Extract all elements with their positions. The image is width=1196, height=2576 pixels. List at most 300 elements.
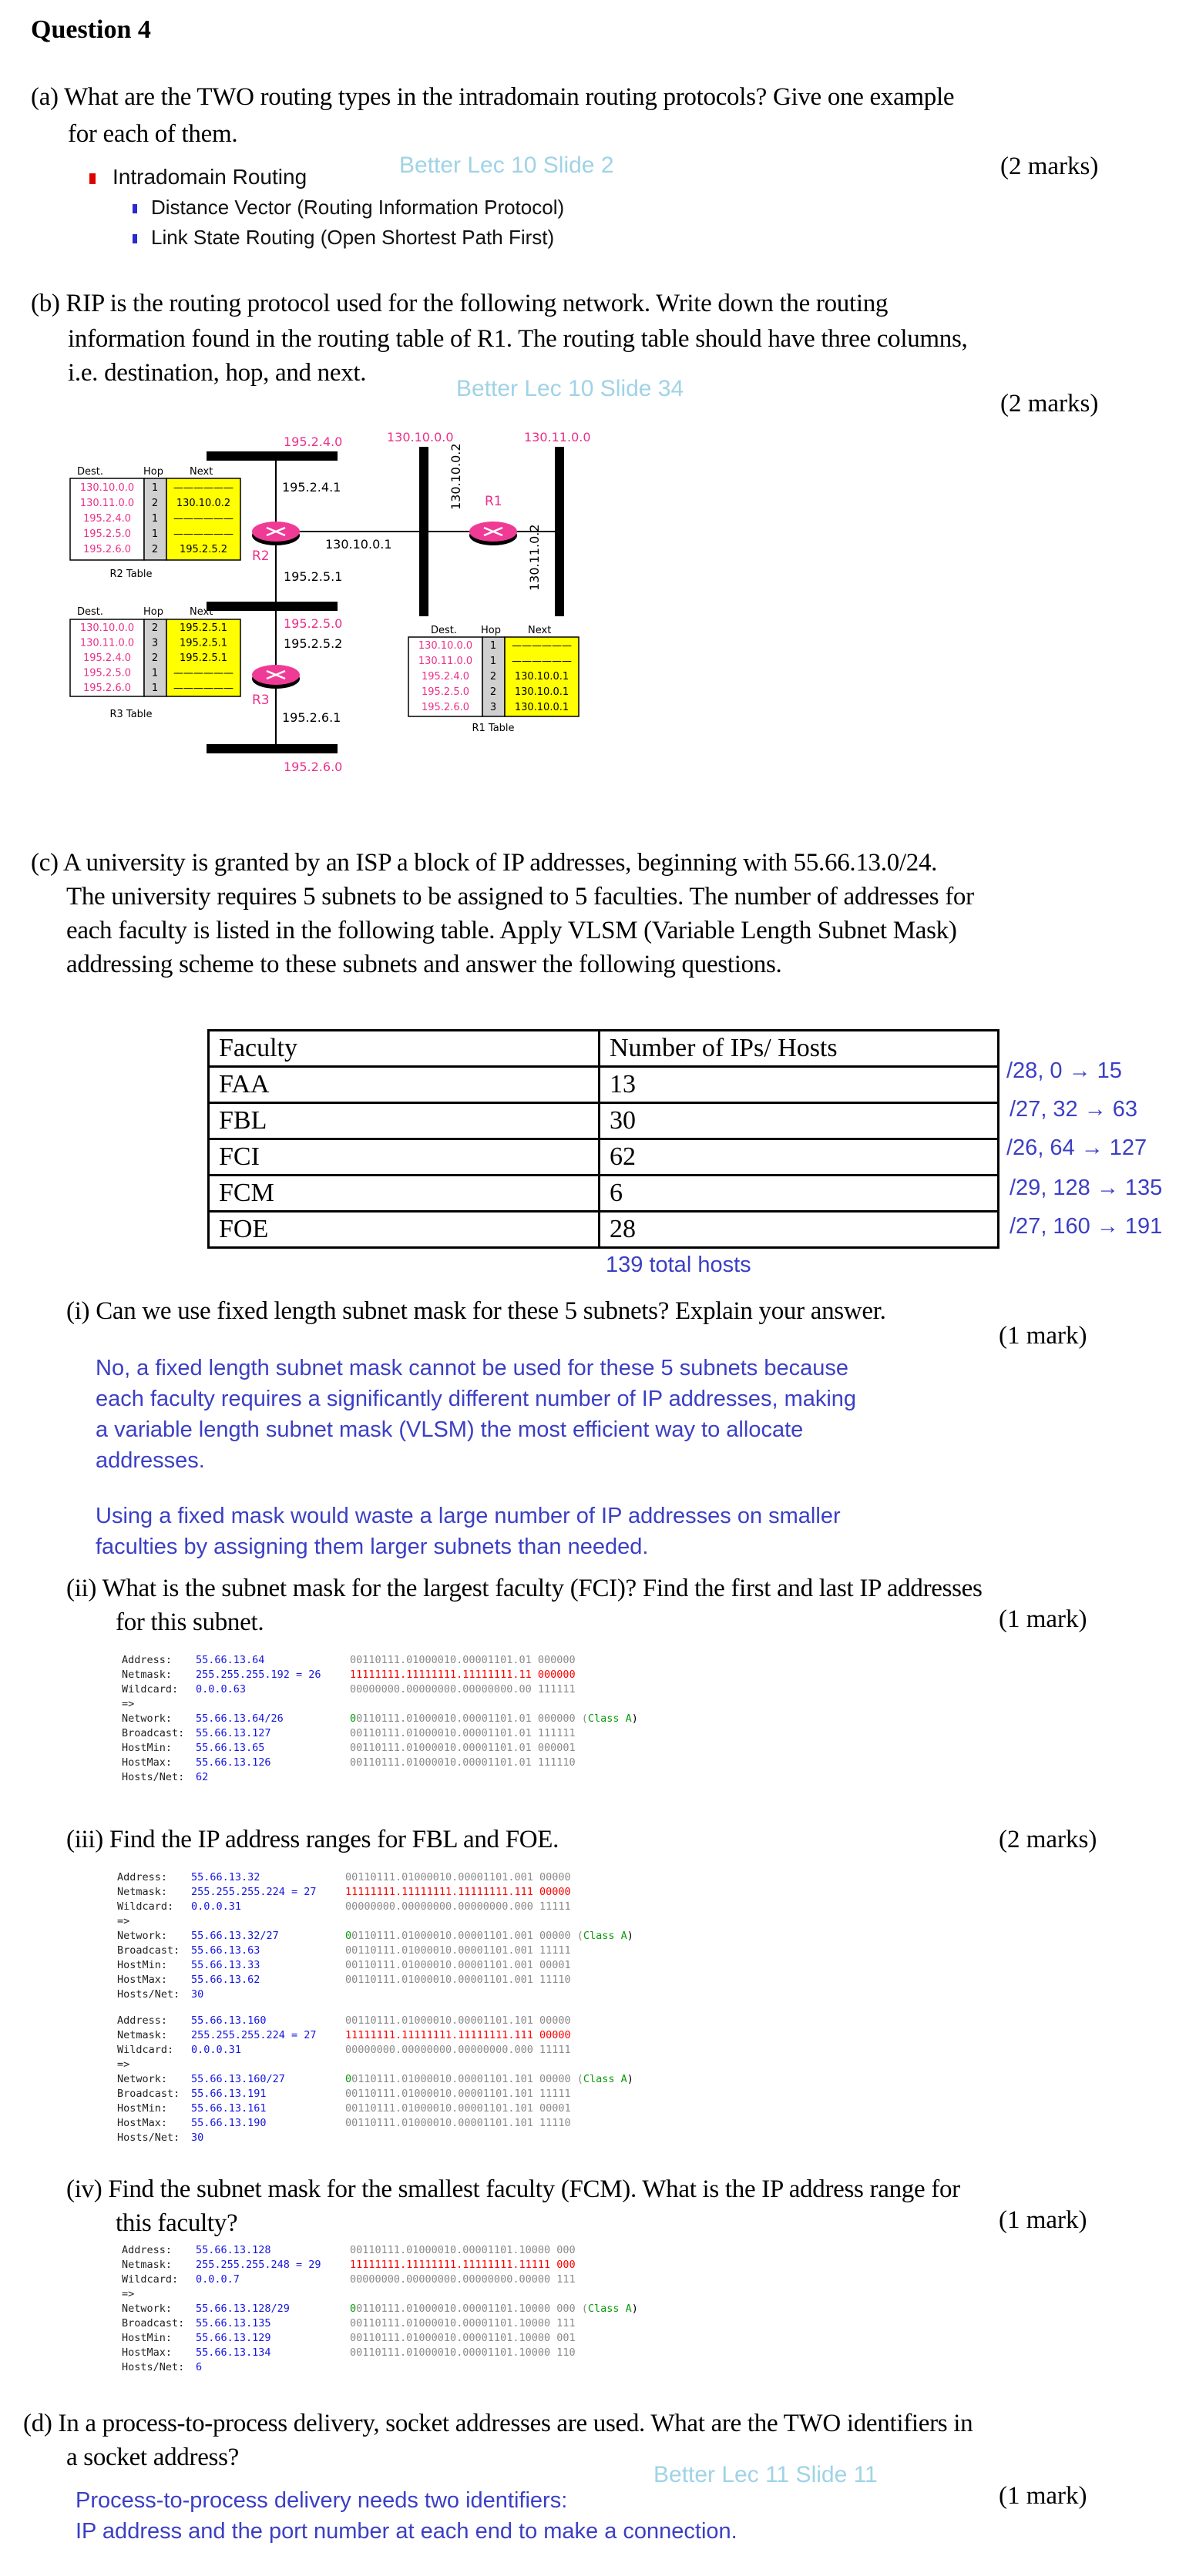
answer-heading [89, 165, 307, 190]
calc-class-bit: 0 [350, 1712, 357, 1725]
sub-iv-question-line1: (iv) Find the subnet mask for the smallest faculty (FCM). What is the IP address range for [66, 2175, 960, 2203]
sub-iii-question: (iii) Find the IP address ranges for FBL and FOE. [66, 1826, 559, 1853]
calc-value: 55.66.13.32/27 [191, 1930, 279, 1942]
calc-label: Address: [117, 1871, 168, 1883]
calc-value: 55.66.13.64 [196, 1654, 265, 1666]
table-row [209, 1139, 999, 1176]
part-b-question-line1: (b) RIP is the routing protocol used for the following network. Write down the routing [31, 290, 889, 317]
cell-faculty: FCM [209, 1176, 600, 1212]
cell-next: 195.2.5.1 [179, 622, 228, 634]
cell-hop: 1 [151, 528, 159, 540]
calc-binary: 00110111.01000010.00001101.101 00000 [345, 2014, 571, 2027]
cell-next: —————— [173, 528, 233, 540]
calc-value: 255.255.255.192 = 26 [196, 1669, 321, 1681]
calc-label: Address: [117, 2014, 168, 2027]
router-r3 [252, 665, 300, 689]
calc-binary: 00000000.00000000.00000000.00000 111 [350, 2273, 576, 2286]
calc-binary: 00110111.01000010.00001101.10000 000 [350, 2244, 576, 2256]
answer-line: Process-to-process delivery needs two identifiers: [76, 2488, 568, 2513]
routing-table-row [80, 482, 233, 494]
col-header: Next [190, 606, 213, 618]
col-header: Next [190, 466, 213, 478]
calc-arrow-text: => [117, 2058, 130, 2071]
calc-line-broadcast [117, 1944, 633, 1958]
calc-line-broadcast [122, 2316, 638, 2331]
calc-arrow [122, 1697, 638, 1712]
cell-hop: 2 [489, 686, 497, 698]
subnet-note: /29, 128 → 135 [1010, 1176, 1163, 1200]
calc-line-network [117, 1929, 633, 1944]
calc-binary: 0110111.01000010.00001101.101 00000 ( [351, 2073, 583, 2085]
table-row [209, 1176, 999, 1212]
calc-value: 0.0.0.31 [191, 1900, 242, 1913]
cell-hop: 3 [489, 702, 497, 713]
calc-label: HostMin: [117, 1959, 168, 1971]
cell-next: —————— [173, 513, 233, 525]
calc-value: 55.66.13.65 [196, 1742, 265, 1754]
cell-dest: 130.11.0.0 [79, 498, 135, 509]
calc-binary: 00110111.01000010.00001101.01 111111 [350, 1727, 576, 1739]
cell-hop: 2 [151, 622, 159, 634]
calc-binary: 00000000.00000000.00000000.000 11111 [345, 1900, 571, 1913]
calc-label: HostMin: [122, 2332, 173, 2344]
sub-i-marks: (1 mark) [999, 1322, 1087, 1350]
calc-class-bit: 0 [345, 1930, 352, 1942]
cell-dest: 195.2.4.0 [82, 652, 132, 664]
calc-value: 55.66.13.160/27 [191, 2073, 285, 2085]
calc-binary: 0110111.01000010.00001101.10000 000 ( [356, 2303, 588, 2315]
part-b-question-line2: information found in the routing table of R1. The routing table should have three columns, [68, 325, 968, 353]
net-label: 130.10.0.0 [387, 430, 454, 444]
table-header-row [209, 1031, 999, 1067]
calc-line-hosts [117, 2131, 633, 2145]
calc-label: Hosts/Net: [122, 2361, 185, 2373]
r1-routing-table [408, 625, 579, 734]
answer-line: each faculty requires a significantly different number of IP addresses, making [96, 1387, 857, 1411]
col-header: Dest. [77, 606, 104, 618]
cell-dest: 195.2.5.0 [421, 686, 470, 698]
cell-hop: 1 [151, 683, 159, 694]
r2-label: R2 [252, 548, 270, 564]
calc-line-hostmin [117, 2101, 633, 2116]
calc-value: 55.66.13.33 [191, 1959, 260, 1971]
routing-table-row [422, 702, 569, 713]
iface-label: 130.10.0.1 [325, 537, 392, 552]
calc-paren: ) [627, 2073, 633, 2085]
calc-label: HostMin: [117, 2102, 168, 2115]
routing-table-row [83, 544, 227, 555]
calc-value: 55.66.13.161 [191, 2102, 267, 2115]
calc-binary: 00000000.00000000.00000000.000 11111 [345, 2044, 571, 2056]
calc-binary: 00000000.00000000.00000000.00 111111 [350, 1683, 576, 1696]
cell-dest: 195.2.6.0 [82, 683, 132, 694]
part-b-marks: (2 marks) [1000, 390, 1099, 418]
cell-hop: 1 [151, 667, 159, 679]
calc-binary: 00110111.01000010.00001101.10000 001 [350, 2332, 576, 2344]
calc-class: Class A [587, 1712, 632, 1725]
calc-arrow [122, 2287, 638, 2302]
red-bullet-icon [89, 173, 96, 184]
cell-dest: 130.10.0.0 [79, 622, 135, 634]
calc-value: 55.66.13.62 [191, 1974, 260, 1986]
calc-label: Hosts/Net: [117, 1988, 180, 2001]
cell-next: —————— [173, 482, 233, 494]
cell-dest: 195.2.4.0 [82, 513, 132, 525]
calc-binary: 00110111.01000010.00001101.001 11111 [345, 1944, 571, 1957]
calc-binary: 00110111.01000010.00001101.01 111110 [350, 1756, 576, 1769]
calc-label: Network: [122, 2303, 173, 2315]
calc-line-netmask [117, 2028, 633, 2043]
calc-value: 62 [196, 1771, 209, 1783]
router-r1 [469, 522, 517, 545]
calc-binary: 00110111.01000010.00001101.101 00001 [345, 2102, 571, 2115]
cell-hop: 1 [151, 482, 159, 494]
cell-hop: 1 [151, 513, 159, 525]
cell-hosts: 28 [600, 1212, 999, 1248]
calc-value: 55.66.13.63 [191, 1944, 260, 1957]
calc-paren: ) [631, 1712, 638, 1725]
bus-195-2-4-0 [207, 451, 338, 461]
cell-dest: 130.11.0.0 [418, 656, 473, 667]
calc-line-hostmax [122, 1756, 638, 1770]
part-b-hint: Better Lec 10 Slide 34 [456, 376, 684, 401]
cell-dest: 130.10.0.0 [418, 640, 473, 652]
answer-line: faculties by assigning them larger subnets than needed. [96, 1535, 649, 1559]
calc-binary: 11111111.11111111.11111111.111 00000 [345, 1886, 571, 1898]
bus-195-2-6-0 [207, 744, 338, 753]
answer-line: No, a fixed length subnet mask cannot be used for these 5 subnets because [96, 1356, 848, 1380]
calc-value: 55.66.13.191 [191, 2088, 267, 2100]
calc-binary: 00110111.01000010.00001101.01 000001 [350, 1742, 576, 1754]
calc-label: Broadcast: [117, 1944, 180, 1957]
sub-i-question: (i) Can we use fixed length subnet mask for these 5 subnets? Explain your answer. [66, 1297, 886, 1325]
cell-hosts: 30 [600, 1103, 999, 1139]
cell-hosts: 62 [600, 1139, 999, 1176]
calc-label: Netmask: [122, 2259, 173, 2271]
routing-table-row [80, 638, 227, 649]
calc-label: Wildcard: [117, 2044, 174, 2056]
calc-value: 0.0.0.7 [196, 2273, 240, 2286]
cell-dest: 195.2.5.0 [82, 528, 132, 540]
sub-ii-question-line2: for this subnet. [116, 1608, 264, 1636]
calc-label: HostMax: [117, 2117, 168, 2129]
calc-binary: 00110111.01000010.00001101.101 11110 [345, 2117, 571, 2129]
calc-label: Netmask: [122, 1669, 173, 1681]
calc-binary: 00110111.01000010.00001101.01 000000 [350, 1654, 576, 1666]
net-label: 195.2.5.0 [284, 616, 343, 631]
iface-label: 195.2.4.1 [282, 480, 341, 495]
sub-ii-question-line1: (ii) What is the subnet mask for the largest faculty (FCI)? Find the first and last IP addresses [66, 1575, 983, 1602]
subnet-note: /27, 32 → 63 [1010, 1097, 1138, 1122]
cell-dest: 195.2.5.0 [82, 667, 132, 679]
r2-routing-table [70, 466, 240, 580]
cell-next: —————— [173, 667, 233, 679]
col-header: Next [528, 625, 552, 636]
ipcalc-output-foe [117, 2014, 633, 2145]
cell-next: —————— [512, 656, 572, 667]
calc-line-address [122, 2243, 638, 2258]
cell-hop: 2 [151, 498, 159, 509]
ipcalc-output-fci [122, 1653, 638, 1785]
calc-value: 255.255.255.224 = 27 [191, 1886, 317, 1898]
calc-value: 55.66.13.64/26 [196, 1712, 284, 1725]
cell-next: 195.2.5.2 [179, 544, 228, 555]
ipcalc-output-fbl [117, 1870, 633, 2002]
calc-line-broadcast [117, 2087, 633, 2101]
calc-line-address [117, 2014, 633, 2028]
calc-value: 55.66.13.134 [196, 2346, 271, 2359]
calc-label: Netmask: [117, 2029, 168, 2041]
calc-line-hostmin [122, 2331, 638, 2346]
calc-class-bit: 0 [345, 2073, 352, 2085]
cell-hop: 1 [489, 656, 497, 667]
bus-130-11-0-0 [555, 447, 564, 616]
calc-line-wildcard [117, 1900, 633, 1914]
calc-binary: 00110111.01000010.00001101.001 00000 [345, 1871, 571, 1883]
answer-heading-text: Intradomain Routing [113, 165, 307, 189]
calc-arrow [117, 2058, 633, 2072]
part-d-question-line2: a socket address? [66, 2444, 239, 2471]
cell-dest: 130.10.0.0 [79, 482, 135, 494]
routing-table-row [80, 622, 227, 634]
calc-binary: 00110111.01000010.00001101.001 00001 [345, 1959, 571, 1971]
calc-line-address [122, 1653, 638, 1668]
cell-dest: 130.11.0.0 [79, 637, 135, 649]
calc-value: 55.66.13.129 [196, 2332, 271, 2344]
calc-label: Broadcast: [122, 2317, 185, 2329]
calc-label: Wildcard: [117, 1900, 174, 1913]
routing-table-row [80, 498, 230, 509]
calc-line-hostmin [122, 1741, 638, 1756]
calc-value: 0.0.0.31 [191, 2044, 242, 2056]
r1-label: R1 [485, 494, 502, 509]
calc-line-hosts [122, 1770, 638, 1785]
answer-line: addresses. [96, 1448, 205, 1473]
calc-label: Address: [122, 1654, 173, 1666]
calc-paren: ) [627, 1930, 633, 1942]
subnet-note: /28, 0 → 15 [1006, 1058, 1122, 1083]
calc-arrow-text: => [122, 2288, 135, 2300]
answer-item-text: Distance Vector (Routing Information Protocol) [151, 196, 565, 219]
calc-value: 55.66.13.128/29 [196, 2303, 290, 2315]
part-c-question-line2: The university requires 5 subnets to be assigned to 5 faculties. The number of addresses for [66, 883, 974, 911]
calc-label: Hosts/Net: [122, 1771, 185, 1783]
calc-value: 55.66.13.126 [196, 1756, 271, 1769]
answer-item [133, 196, 564, 220]
part-d-marks: (1 mark) [999, 2482, 1087, 2510]
calc-paren: ) [631, 2303, 638, 2315]
routing-table-row [422, 686, 569, 698]
answer-line: a variable length subnet mask (VLSM) the most efficient way to allocate [96, 1417, 804, 1442]
header-faculty: Faculty [209, 1031, 600, 1067]
table-caption: R3 Table [109, 709, 153, 720]
sub-i-answer-p2 [96, 1501, 841, 1562]
calc-label: Hosts/Net: [117, 2132, 180, 2144]
part-d-hint: Better Lec 11 Slide 11 [653, 2462, 878, 2487]
cell-hosts: 13 [600, 1067, 999, 1103]
sub-iv-question-line2: this faculty? [116, 2209, 238, 2237]
cell-next: 130.10.0.2 [176, 498, 231, 509]
iface-label: 195.2.5.2 [284, 636, 343, 651]
routing-table-row [422, 671, 569, 683]
iface-label: 130.11.0.2 [527, 524, 542, 591]
cell-hop: 2 [151, 544, 159, 555]
calc-value: 55.66.13.160 [191, 2014, 267, 2027]
net-label: 130.11.0.0 [524, 430, 591, 444]
calc-label: Wildcard: [122, 2273, 179, 2286]
cell-next: 130.10.0.1 [514, 686, 569, 698]
calc-line-network [122, 2302, 638, 2316]
col-header: Hop [143, 466, 163, 478]
calc-line-hostmin [117, 1958, 633, 1973]
cell-hop: 3 [151, 637, 159, 649]
iface-label: 130.10.0.2 [448, 443, 463, 510]
calc-value: 30 [191, 2132, 204, 2144]
calc-arrow-text: => [117, 1915, 130, 1927]
col-header: Hop [143, 606, 163, 618]
calc-value: 55.66.13.32 [191, 1871, 260, 1883]
calc-line-address [117, 1870, 633, 1885]
calc-line-netmask [117, 1885, 633, 1900]
calc-value: 30 [191, 1988, 204, 2001]
calc-binary: 0110111.01000010.00001101.01 000000 ( [356, 1712, 588, 1725]
calc-value: 55.66.13.135 [196, 2317, 271, 2329]
calc-label: Broadcast: [122, 1727, 185, 1739]
calc-binary: 00110111.01000010.00001101.001 11110 [345, 1974, 571, 1986]
calc-label: Broadcast: [117, 2088, 180, 2100]
calc-label: HostMax: [122, 1756, 173, 1769]
calc-line-hostmax [117, 2116, 633, 2131]
faculty-table [207, 1029, 999, 1249]
table-row [209, 1067, 999, 1103]
table-row [209, 1103, 999, 1139]
total-hosts-note: 139 total hosts [606, 1253, 751, 1277]
routing-table-row [418, 640, 572, 652]
calc-arrow [117, 1914, 633, 1929]
calc-class: Class A [583, 2073, 627, 2085]
router-r2 [252, 522, 300, 545]
calc-line-broadcast [122, 1726, 638, 1741]
sub-ii-marks: (1 mark) [999, 1605, 1087, 1633]
col-header: Hop [481, 625, 501, 636]
cell-faculty: FAA [209, 1067, 600, 1103]
part-c-question-line1: (c) A university is granted by an ISP a block of IP addresses, beginning with 55.66.13.0/24. [31, 849, 938, 877]
calc-binary: 11111111.11111111.11111111.11 000000 [350, 1669, 576, 1681]
part-d-answer [76, 2485, 737, 2547]
subnet-note: /26, 64 → 127 [1006, 1135, 1147, 1160]
calc-line-hosts [117, 1987, 633, 2002]
calc-label: Network: [117, 2073, 168, 2085]
cell-next: 130.10.0.1 [514, 702, 569, 713]
calc-line-netmask [122, 2258, 638, 2272]
part-a-hint: Better Lec 10 Slide 2 [399, 153, 614, 178]
calc-label: Address: [122, 2244, 173, 2256]
calc-line-wildcard [117, 2043, 633, 2058]
routing-table-row [83, 652, 227, 664]
calc-label: HostMax: [122, 2346, 173, 2359]
net-label: 195.2.6.0 [284, 760, 343, 774]
calc-label: HostMax: [117, 1974, 168, 1986]
part-c-question-line4: addressing scheme to these subnets and answer the following questions. [66, 951, 782, 978]
answer-line: IP address and the port number at each end to make a connection. [76, 2519, 737, 2544]
net-label: 195.2.4.0 [284, 434, 343, 449]
answer-item [133, 226, 554, 250]
calc-line-network [117, 2072, 633, 2087]
calc-binary: 0110111.01000010.00001101.001 00000 ( [351, 1930, 583, 1942]
table-caption: R1 Table [472, 723, 515, 734]
calc-line-wildcard [122, 2272, 638, 2287]
network-diagram [0, 416, 632, 801]
cell-hop: 2 [489, 671, 497, 683]
blue-bullet-icon [133, 204, 137, 213]
part-c-question-line3: each faculty is listed in the following table. Apply VLSM (Variable Length Subnet Mask) [66, 917, 957, 944]
calc-line-hosts [122, 2360, 638, 2375]
calc-line-hostmax [117, 1973, 633, 1987]
header-hosts: Number of IPs/ Hosts [600, 1031, 999, 1067]
calc-label: Wildcard: [122, 1683, 179, 1696]
answer-item-text: Link State Routing (Open Shortest Path First) [151, 226, 555, 249]
table-caption: R2 Table [109, 569, 153, 580]
blue-bullet-icon [133, 234, 137, 243]
calc-binary: 11111111.11111111.11111111.111 00000 [345, 2029, 571, 2041]
question-title: Question 4 [31, 15, 151, 44]
answer-line: Using a fixed mask would waste a large number of IP addresses on smaller [96, 1504, 841, 1528]
subnet-note: /27, 160 → 191 [1010, 1214, 1163, 1239]
r3-routing-table [70, 606, 240, 720]
part-b-question-line3: i.e. destination, hop, and next. [68, 359, 367, 387]
cell-dest: 195.2.4.0 [421, 671, 470, 683]
cell-hop: 1 [489, 640, 497, 652]
cell-next: 130.10.0.1 [514, 671, 569, 683]
calc-value: 255.255.255.248 = 29 [196, 2259, 321, 2271]
cell-next: —————— [173, 683, 233, 694]
calc-line-hostmax [122, 2346, 638, 2360]
cell-hosts: 6 [600, 1176, 999, 1212]
calc-value: 255.255.255.224 = 27 [191, 2029, 317, 2041]
bus-195-2-5-0 [207, 602, 338, 611]
part-a-question-line1: (a) What are the TWO routing types in the intradomain routing protocols? Give one example [31, 83, 955, 111]
calc-binary: 00110111.01000010.00001101.10000 110 [350, 2346, 576, 2359]
calc-value: 6 [196, 2361, 203, 2373]
table-row [209, 1212, 999, 1248]
sub-iv-marks: (1 mark) [999, 2206, 1087, 2234]
cell-faculty: FCI [209, 1139, 600, 1176]
cell-hop: 2 [151, 652, 159, 664]
calc-binary: 00110111.01000010.00001101.10000 111 [350, 2317, 576, 2329]
iface-label: 195.2.6.1 [282, 710, 341, 725]
calc-class-bit: 0 [350, 2303, 357, 2315]
cell-next: 195.2.5.1 [179, 637, 228, 649]
calc-binary: 11111111.11111111.11111111.11111 000 [350, 2259, 576, 2271]
calc-arrow-text: => [122, 1698, 135, 1710]
calc-label: Netmask: [117, 1886, 168, 1898]
calc-label: Network: [117, 1930, 168, 1942]
calc-line-network [122, 1712, 638, 1726]
r3-label: R3 [252, 693, 270, 708]
part-d-question-line1: (d) In a process-to-process delivery, socket addresses are used. What are the TWO identifiers in [23, 2410, 973, 2437]
ipcalc-output-fcm [122, 2243, 638, 2375]
cell-dest: 195.2.6.0 [82, 544, 132, 555]
calc-label: Network: [122, 1712, 173, 1725]
calc-line-wildcard [122, 1682, 638, 1697]
sub-iii-marks: (2 marks) [999, 1826, 1097, 1853]
calc-value: 55.66.13.190 [191, 2117, 267, 2129]
iface-label: 195.2.5.1 [284, 569, 343, 584]
cell-next: 195.2.5.1 [179, 652, 228, 664]
part-a-marks: (2 marks) [1000, 153, 1099, 180]
routing-table-row [418, 656, 572, 667]
cell-next: —————— [512, 640, 572, 652]
